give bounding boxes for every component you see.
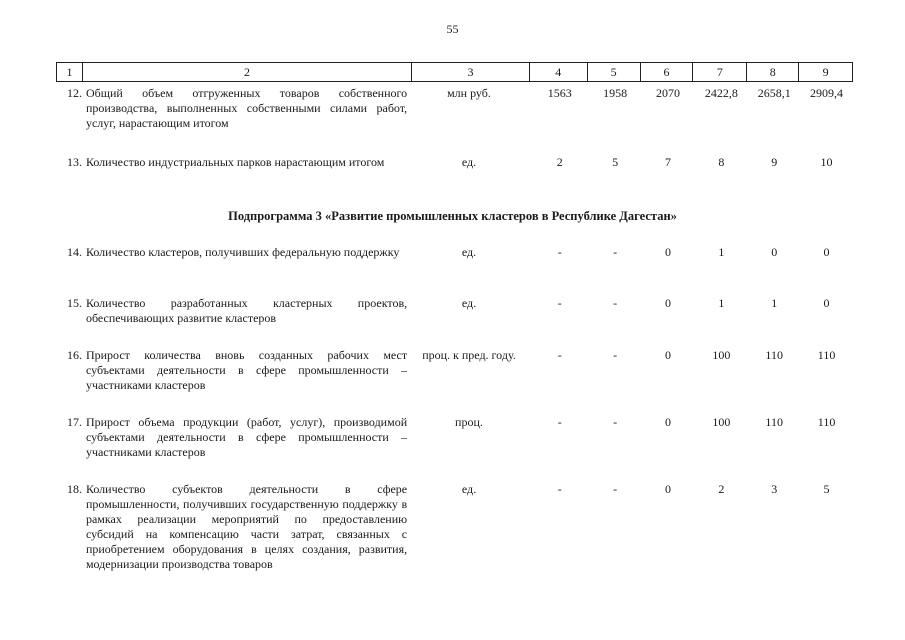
value-cell: 1563: [547, 86, 572, 100]
value-cell: 7: [664, 155, 671, 169]
row-number: 14.: [66, 245, 82, 259]
value-cell: 0: [823, 245, 830, 259]
value-cell: 9: [771, 155, 778, 169]
table-row: [56, 348, 853, 393]
table-row: [56, 482, 853, 572]
value-cell: -: [613, 245, 618, 259]
indicator-name: Количество субъектов деятельности в сфере промышленности, получивших государственную поддержку в рамках реализации мероприятий по предоставлению субсидий на компенсацию части затрат, связанных с приобретением оборудования в целях создания, развития, модернизации производства товаров: [85, 482, 408, 571]
value-cell: 110: [817, 348, 836, 362]
unit-cell: ед.: [461, 296, 477, 310]
unit-cell: проц. к пред. году.: [422, 348, 516, 362]
value-cell: 0: [823, 296, 830, 310]
value-cell: 5: [823, 482, 830, 496]
value-cell: 0: [771, 245, 778, 259]
indicator-name: Прирост количества вновь созданных рабочих мест субъектами деятельности в сфере промышленности – участниками кластеров: [85, 348, 408, 392]
value-cell: 1: [771, 296, 778, 310]
value-cell: 2070: [655, 86, 680, 100]
value-cell: 110: [765, 415, 783, 429]
value-cell: 110: [765, 348, 783, 362]
row-number: 13.: [66, 155, 82, 169]
value-cell: 2: [556, 155, 563, 169]
page-number: 55: [446, 22, 459, 36]
value-cell: -: [557, 482, 562, 496]
row-number: 16.: [66, 348, 82, 362]
row-number: 15.: [66, 296, 82, 310]
row-number: 12.: [66, 86, 82, 100]
row-number: 17.: [66, 415, 82, 429]
row-number: 18.: [66, 482, 82, 496]
value-cell: 8: [718, 155, 725, 169]
indicator-name: Количество индустриальных парков нарастающим итогом: [85, 155, 385, 169]
value-cell: 0: [664, 415, 671, 429]
value-cell: -: [557, 296, 562, 310]
value-cell: 1958: [603, 86, 628, 100]
table-row: [56, 296, 853, 326]
value-cell: 1: [718, 296, 725, 310]
header-cell-8: 8: [747, 63, 799, 81]
table-row: [56, 86, 853, 131]
value-cell: 5: [612, 155, 619, 169]
value-cell: -: [557, 348, 562, 362]
indicator-name: Количество кластеров, получивших федеральную поддержку: [85, 245, 400, 259]
header-cell-3: 3: [412, 63, 530, 81]
value-cell: 0: [664, 245, 671, 259]
table-row: [56, 415, 853, 460]
value-cell: 0: [664, 348, 671, 362]
table-header-row: [56, 62, 853, 82]
indicator-name: Количество разработанных кластерных проектов, обеспечивающих развитие кластеров: [85, 296, 408, 325]
header-cell-9: 9: [822, 65, 829, 79]
value-cell: -: [613, 348, 618, 362]
unit-cell: ед.: [461, 245, 477, 259]
value-cell: -: [613, 296, 618, 310]
subprogram-title: Подпрограмма 3 «Развитие промышленных кластеров в Республике Дагестан»: [228, 209, 677, 223]
value-cell: 0: [664, 296, 671, 310]
table-row: [56, 155, 853, 170]
value-cell: 2: [718, 482, 725, 496]
value-cell: 0: [664, 482, 671, 496]
header-cell-5: 5: [588, 63, 641, 81]
unit-cell: ед.: [461, 482, 477, 496]
unit-cell: ед.: [461, 155, 477, 169]
value-cell: 10: [820, 155, 833, 169]
header-cell-6: 6: [641, 63, 694, 81]
header-cell-1: 1: [57, 63, 83, 81]
value-cell: -: [557, 245, 562, 259]
value-cell: -: [613, 415, 618, 429]
header-cell-2: 2: [83, 63, 412, 81]
value-cell: -: [557, 415, 562, 429]
header-cell-4: 4: [530, 63, 588, 81]
value-cell: -: [613, 482, 618, 496]
indicator-name: Прирост объема продукции (работ, услуг), производимой субъектами деятельности в сфере промышленности – участниками кластеров: [85, 415, 408, 459]
table-row: [56, 245, 853, 260]
value-cell: 100: [712, 415, 731, 429]
value-cell: 100: [712, 348, 731, 362]
unit-cell: проц.: [455, 415, 483, 429]
value-cell: 2658,1: [757, 86, 791, 100]
indicator-name: Общий объем отгруженных товаров собственного производства, выполненных собственными силами работ, услуг, нарастающим итогом: [85, 86, 408, 130]
unit-cell: млн руб.: [447, 86, 491, 100]
value-cell: 2909,4: [810, 86, 844, 100]
header-cell-7: 7: [693, 63, 747, 81]
value-cell: 1: [718, 245, 725, 259]
value-cell: 110: [817, 415, 836, 429]
value-cell: 2422,8: [704, 86, 738, 100]
value-cell: 3: [771, 482, 778, 496]
